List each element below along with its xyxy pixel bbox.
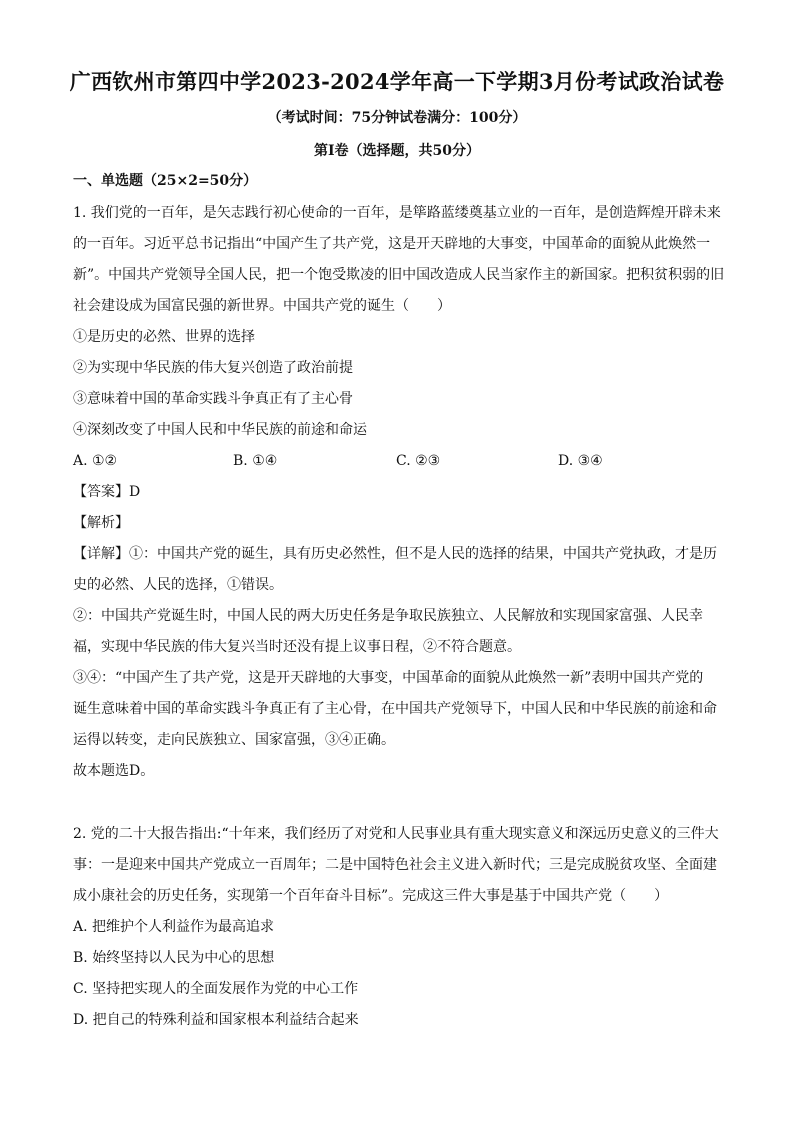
q2-option-c: C. 坚持把实现人的全面发展作为党的中心工作 bbox=[73, 981, 359, 997]
q1-option-c: C. ②③ bbox=[396, 453, 441, 469]
q2-stem-line: 成小康社会的历史任务，实现第一个百年奋斗目标”。完成这三件大事是基于中国共产党（ ） bbox=[73, 888, 669, 904]
q1-option-a: A. ①② bbox=[73, 453, 118, 469]
q1-option-b: B. ①④ bbox=[233, 453, 278, 469]
q1-stem-line: 新”。中国共产党领导全国人民，把一个饱受欺凌的旧中国改造成人民当家作主的新国家。把积贫积弱的旧 bbox=[73, 267, 725, 283]
volume-heading: 第Ⅰ卷（选择题，共50分） bbox=[313, 143, 481, 159]
q1-conclusion: 故本题选D。 bbox=[73, 763, 155, 779]
q1-item: ①是历史的必然、世界的选择 bbox=[73, 329, 255, 345]
q2-option-a: A. 把维护个人利益作为最高追求 bbox=[73, 919, 275, 935]
q1-stem-line: 社会建设成为国富民强的新世界。中国共产党的诞生（ ） bbox=[73, 298, 451, 314]
q1-item: ③意味着中国的革命实践斗争真正有了主心骨 bbox=[73, 391, 353, 407]
q2-stem-line: 2. 党的二十大报告指出:“十年来，我们经历了对党和人民事业具有重大现实意义和深远历史意义的三件大 bbox=[73, 826, 719, 842]
q1-detail-line: 诞生意味着中国的革命实践斗争真正有了主心骨，在中国共产党领导下，中国人民和中华民族的前途和命 bbox=[73, 701, 717, 717]
q1-stem-line: 的一百年。习近平总书记指出“中国产生了共产党，这是开天辟地的大事变，中国革命的面貌从此焕然一 bbox=[73, 236, 711, 252]
q1-answer: 【答案】D bbox=[73, 484, 141, 500]
q1-option-d: D. ③④ bbox=[558, 453, 603, 469]
q2-stem-line: 事：一是迎来中国共产党成立一百周年；二是中国特色社会主义进入新时代；三是完成脱贫攻坚、全面建 bbox=[73, 857, 717, 873]
q1-detail-line: ②：中国共产党诞生时，中国人民的两大历史任务是争取民族独立、人民解放和实现国家富强、人民幸 bbox=[73, 608, 703, 624]
q1-analysis-label: 【解析】 bbox=[73, 515, 129, 531]
q1-stem-line: 1. 我们党的一百年，是矢志践行初心使命的一百年，是筚路蓝缕奠基立业的一百年，是创造辉煌开辟未来 bbox=[73, 205, 721, 221]
q1-detail-line: 运得以转变，走向民族独立、国家富强，③④正确。 bbox=[73, 732, 395, 748]
q1-item: ②为实现中华民族的伟大复兴创造了政治前提 bbox=[73, 360, 353, 376]
q1-detail-line: 福，实现中华民族的伟大复兴当时还没有提上议事日程，②不符合题意。 bbox=[73, 639, 521, 655]
section-heading: 一、单选题（25×2=50分） bbox=[73, 173, 258, 189]
exam-time-info: （考试时间：75分钟试卷满分：100分） bbox=[267, 110, 527, 126]
q1-item: ④深刻改变了中国人民和中华民族的前途和命运 bbox=[73, 422, 367, 438]
q2-option-b: B. 始终坚持以人民为中心的思想 bbox=[73, 950, 275, 966]
exam-title: 广西钦州市第四中学2023-2024学年高一下学期3月份考试政治试卷 bbox=[69, 69, 725, 94]
q1-detail-line: 史的必然、人民的选择，①错误。 bbox=[73, 577, 283, 593]
q2-option-d: D. 把自己的特殊利益和国家根本利益结合起来 bbox=[73, 1012, 359, 1028]
q1-detail-line: ③④：“中国产生了共产党，这是开天辟地的大事变，中国革命的面貌从此焕然一新”表明中国共产党的 bbox=[73, 670, 704, 686]
q1-detail-line: 【详解】①：中国共产党的诞生，具有历史必然性，但不是人民的选择的结果，中国共产党执政，才是历 bbox=[73, 546, 717, 562]
